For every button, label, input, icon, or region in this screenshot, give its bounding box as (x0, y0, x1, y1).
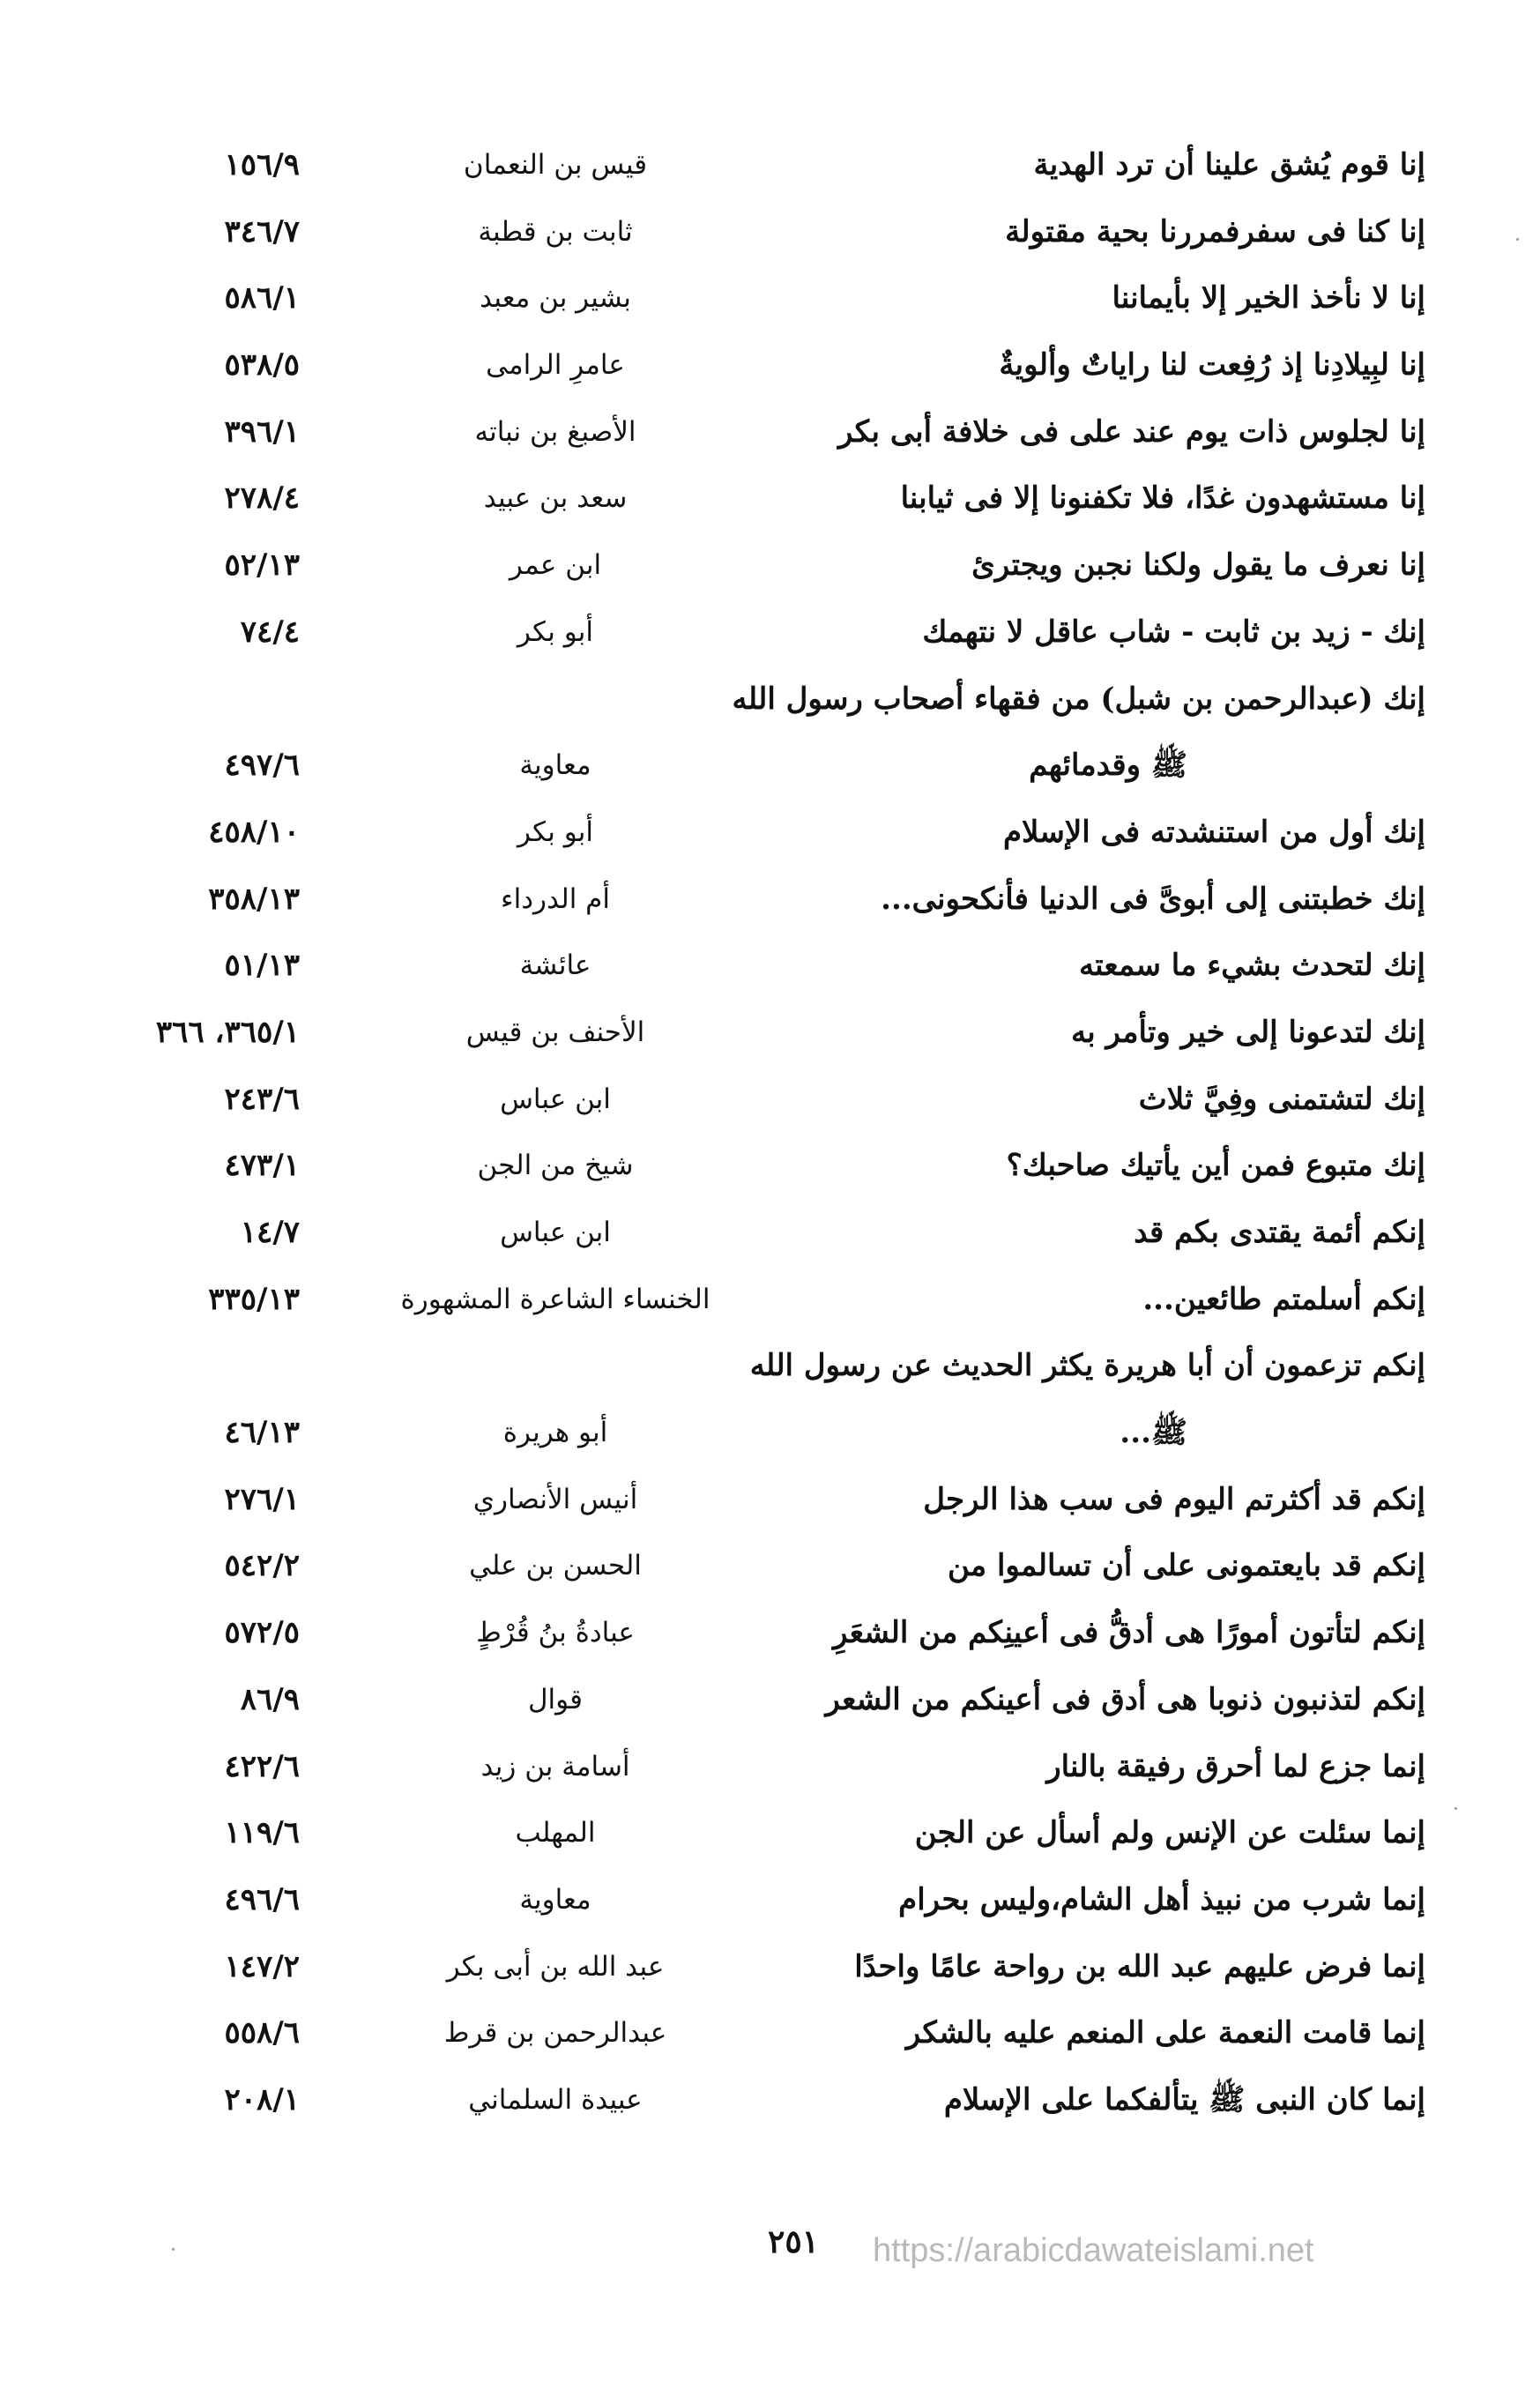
entry-narrator: عائشة (519, 949, 591, 982)
entry-reference: ٨٦/٩ (240, 1681, 300, 1717)
entry-reference: ٥٤٢/٢ (224, 1548, 300, 1584)
entry-reference: ٢٧٨/٤ (224, 480, 300, 517)
entry-quote: إنا نعرف ما يقول ولكنا نجبن ويجترئ (971, 547, 1425, 584)
scan-speck (172, 2248, 175, 2251)
entry-narrator: عبادةُ بنُ قُرْطٍ (476, 1617, 635, 1649)
entry-reference: ٢٧٦/١ (224, 1481, 300, 1517)
entry-reference: ٥٨٦/١ (224, 280, 300, 316)
index-entry-row (0, 933, 1540, 1000)
entry-quote: إنك متبوع فمن أين يأتيك صاحبك؟ (1006, 1148, 1425, 1184)
entry-narrator: بشير بن معبد (480, 282, 631, 315)
entry-narrator: قيس بن النعمان (463, 149, 648, 181)
index-entry-row (0, 1200, 1540, 1267)
index-entry-row (0, 132, 1540, 199)
scan-speck (1516, 238, 1519, 241)
entry-reference: ٧٤/٤ (240, 614, 300, 650)
index-entry-row (0, 733, 1540, 800)
entry-quote: إنكم أسلمتم طائعين... (1142, 1281, 1425, 1317)
entry-reference: ٣٤٦/٧ (224, 213, 300, 249)
entry-reference: ٣٣٥/١٣ (208, 1281, 300, 1317)
entry-narrator: عبيدة السلماني (468, 2083, 643, 2116)
entry-reference: ٥٧٢/٥ (224, 1615, 300, 1651)
index-entry-row (0, 265, 1540, 332)
index-entry-row (0, 867, 1540, 934)
entry-quote: إنك لتحدث بشيء ما سمعته (1078, 948, 1425, 984)
entry-quote: ﷺ... (1120, 1415, 1187, 1451)
index-entry-row (0, 2067, 1540, 2134)
entry-narrator: عامرِ الرامى (486, 349, 625, 382)
index-table (0, 132, 1540, 2134)
index-entry-row (0, 1800, 1540, 1867)
entry-narrator: معاوية (519, 749, 591, 782)
entry-quote: إنا مستشهدون غدًا، فلا تكفنونا إلا فى ثيابنا (900, 480, 1425, 517)
index-entry-row (0, 1467, 1540, 1534)
index-entry-row (0, 399, 1540, 466)
entry-quote: إنما جزع لما أحرق رفيقة بالنار (1046, 1748, 1425, 1784)
entry-reference: ١١٩/٦ (224, 1815, 300, 1851)
index-entry-row (0, 199, 1540, 266)
entry-narrator: ابن عمر (509, 549, 602, 582)
entry-reference (141, 1333, 300, 1400)
entry-reference: ٣٩٦/١ (224, 413, 300, 450)
entry-quote: إنا لجلوس ذات يوم عند على فى خلافة أبى بكر (837, 413, 1425, 450)
entry-narrator: الأحنف بن قيس (465, 1016, 645, 1048)
index-entry-row (0, 1400, 1540, 1467)
entry-narrator: معاوية (519, 1883, 591, 1916)
entry-quote: إنك (عبدالرحمن بن شبل) من فقهاء أصحاب رسول الله (732, 681, 1425, 717)
entry-quote: إنك لتشتمنى وفِيَّ ثلاث (1138, 1081, 1425, 1117)
entry-reference: ٥١/١٣ (224, 948, 300, 984)
scan-speck (1454, 1807, 1457, 1810)
entry-quote: إنا قوم يُشق علينا أن ترد الهدية (1033, 147, 1425, 182)
entry-narrator: ثابت بن قطبة (478, 215, 633, 248)
entry-quote: إنما كان النبى ﷺ يتألفكما على الإسلام (943, 2081, 1425, 2117)
entry-quote: إنا لا نأخذ الخير إلا بأيماننا (1112, 280, 1425, 316)
entry-quote: إنما شرب من نبيذ أهل الشام،وليس بحرام (898, 1881, 1425, 1917)
entry-quote: إنكم لتأتون أمورًا هى أدقُّ فى أعينِكم من الشعَرِ (833, 1615, 1425, 1651)
entry-quote: إنكم قد أكثرتم اليوم فى سب هذا الرجل (923, 1481, 1425, 1517)
entry-reference: ١٤٧/٢ (224, 1948, 300, 1984)
index-entry-row (0, 800, 1540, 867)
index-entry-row (0, 1934, 1540, 2001)
entry-narrator: أم الدرداء (501, 882, 610, 915)
entry-narrator: الأصبغ بن نباته (474, 415, 636, 448)
entry-quote: إنما فرض عليهم عبد الله بن رواحة عامًا واحدًا (854, 1948, 1425, 1984)
entry-quote: إنكم لتذنبون ذنوبا هى أدق فى أعينكم من الشعر (825, 1681, 1425, 1717)
entry-narrator: المهلب (515, 1817, 596, 1850)
entry-reference: ٤٦/١٣ (224, 1415, 300, 1451)
entry-reference (141, 666, 300, 733)
index-entry-row (0, 2000, 1540, 2067)
entry-quote: إنما سئلت عن الإنس ولم أسأل عن الجن (914, 1815, 1425, 1851)
index-entry-row (0, 1533, 1540, 1600)
index-entry-row (0, 1067, 1540, 1134)
entry-narrator: أسامة بن زيد (480, 1750, 630, 1783)
entry-reference: ٢٠٨/١ (224, 2081, 300, 2117)
index-entry-row (0, 332, 1540, 399)
entry-quote: إنك أول من استنشدته فى الإسلام (1003, 814, 1425, 850)
entry-narrator: الخنساء الشاعرة المشهورة (400, 1283, 710, 1315)
entry-quote: إنكم قد بايعتمونى على أن تسالموا من (948, 1548, 1425, 1584)
entry-narrator: شيخ من الجن (477, 1150, 634, 1182)
entry-narrator: قوال (528, 1683, 583, 1716)
entry-reference: ٤٩٧/٦ (224, 748, 300, 784)
entry-quote: إنكم أئمة يقتدى بكم قد (1134, 1215, 1425, 1250)
entry-quote: ﷺ وقدمائهم (1029, 748, 1187, 784)
entry-reference: ٥٣٨/٥ (224, 347, 300, 383)
index-entry-row (0, 1867, 1540, 1934)
entry-reference: ١٥٦/٩ (224, 147, 300, 182)
entry-quote: إنا كنا فى سفرفمررنا بحية مقتولة (1005, 213, 1425, 249)
entry-reference: ٤٧٣/١ (224, 1148, 300, 1184)
index-entry-row (0, 465, 1540, 532)
index-entry-row (0, 666, 1540, 733)
index-entry-row (0, 599, 1540, 666)
index-entry-row (0, 1734, 1540, 1801)
entry-reference: ٥٥٨/٦ (224, 2015, 300, 2051)
entry-narrator: أنيس الأنصاري (472, 1483, 638, 1515)
entry-reference: ٥٢/١٣ (224, 547, 300, 584)
entry-narrator: عبدالرحمن بن قرط (443, 2017, 667, 2050)
entry-narrator: ابن عباس (500, 1217, 611, 1248)
entry-narrator (388, 666, 723, 733)
entry-quote: إنك - زيد بن ثابت - شاب عاقل لا نتهمك (922, 614, 1425, 650)
entry-narrator: أبو هريرة (502, 1417, 608, 1449)
index-entry-row (0, 1267, 1540, 1334)
entry-quote: إنا لبِيلادِنا إذ رُفِعت لنا راياتٌ وألويةٌ (999, 347, 1425, 383)
entry-narrator: أبو بكر (517, 615, 593, 648)
entry-reference: ٣٥٨/١٣ (208, 881, 300, 917)
entry-narrator (388, 1333, 723, 1400)
entry-quote: إنكم تزعمون أن أبا هريرة يكثر الحديث عن رسول الله (749, 1348, 1425, 1384)
page-number: ٢٥١ (767, 2223, 819, 2260)
entry-reference: ٤٢٢/٦ (224, 1748, 300, 1784)
index-entry-row (0, 1333, 1540, 1400)
entry-narrator: عبد الله بن أبى بكر (446, 1950, 665, 1983)
index-entry-row (0, 1600, 1540, 1667)
index-entry-row (0, 1133, 1540, 1200)
entry-quote: إنك لتدعونا إلى خير وتأمر به (1071, 1014, 1425, 1050)
index-entry-row (0, 1000, 1540, 1067)
entry-narrator: أبو بكر (517, 815, 593, 848)
index-entry-row (0, 532, 1540, 599)
entry-quote: إنك خطبتنى إلى أبوىَّ فى الدنيا فأنكحونى... (881, 881, 1425, 917)
entry-reference: ٣٦٥/١، ٣٦٦ (155, 1014, 300, 1050)
entry-reference: ٤٥٨/١٠ (208, 814, 300, 850)
entry-reference: ١٤/٧ (240, 1215, 300, 1250)
entry-quote: إنما قامت النعمة على المنعم عليه بالشكر (905, 2015, 1425, 2051)
entry-narrator: سعد بن عبيد (483, 482, 628, 515)
entry-reference: ٤٩٦/٦ (224, 1881, 300, 1917)
entry-reference: ٢٤٣/٦ (224, 1081, 300, 1117)
index-entry-row (0, 1667, 1540, 1734)
entry-narrator: ابن عباس (500, 1083, 611, 1115)
entry-narrator: الحسن بن علي (469, 1550, 642, 1582)
watermark-url: https://arabicdawateislami.net (873, 2232, 1314, 2269)
